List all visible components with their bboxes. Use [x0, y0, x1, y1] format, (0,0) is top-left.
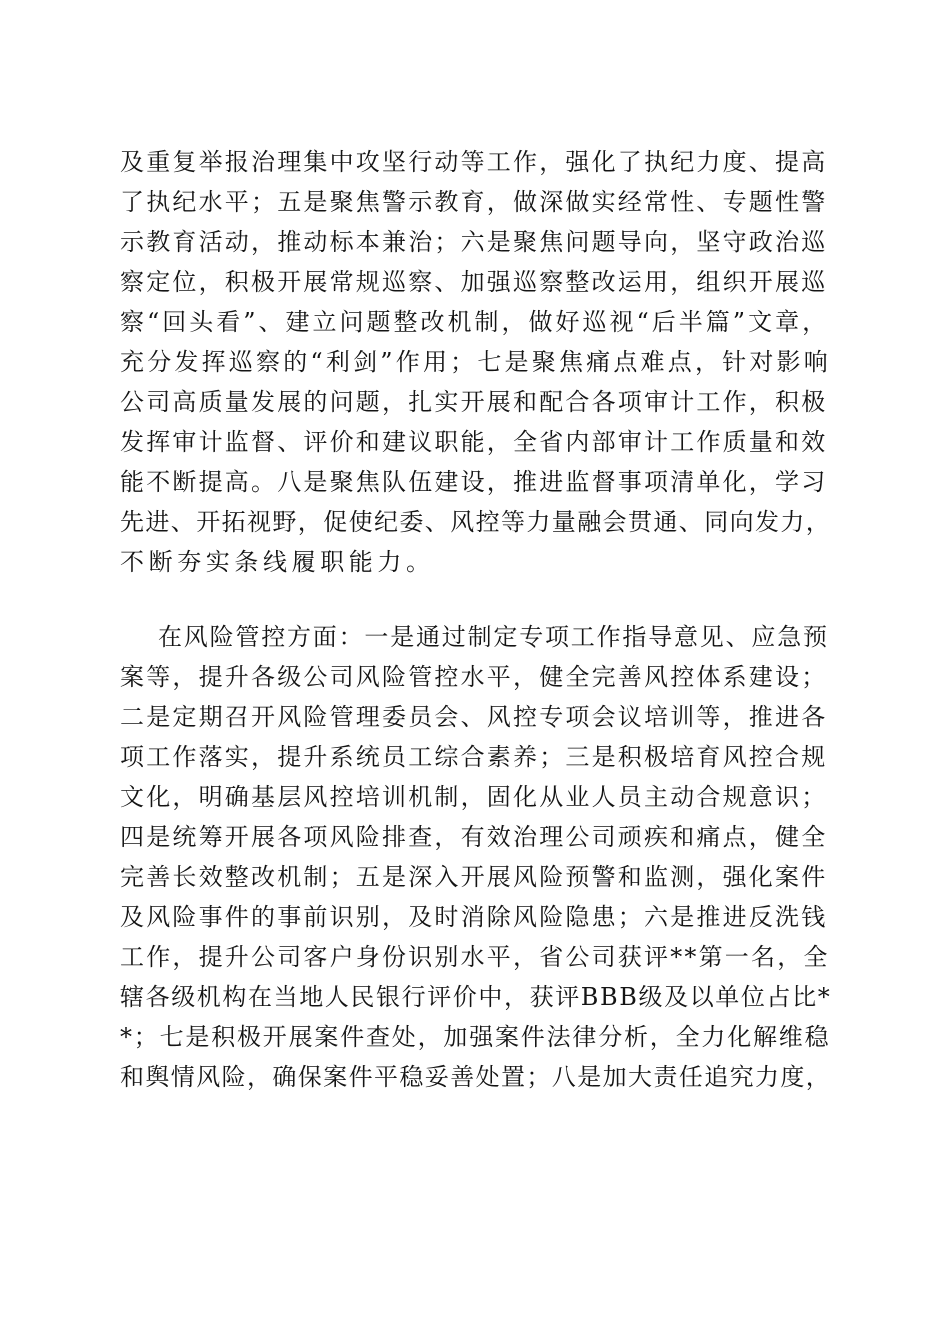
paragraph-1-line-10: 先进、开拓视野，促使纪委、风控等力量融会贯通、同向发力，: [120, 508, 832, 536]
paragraph-1-line-1: 及重复举报治理集中攻坚行动等工作，强化了执纪力度、提高: [120, 148, 828, 176]
paragraph-1-line-9: 能不断提高。八是聚焦队伍建设，推进监督事项清单化，学习: [120, 468, 828, 496]
paragraph-2-line-10: 辖各级机构在当地人民银行评价中，获评BBB级及以单位占比*: [120, 983, 832, 1011]
paragraph-2-line-4: 项工作落实，提升系统员工综合素养；三是积极培育风控合规: [120, 743, 828, 771]
paragraph-2-line-8: 及风险事件的事前识别，及时消除风险隐患；六是推进反洗钱: [120, 903, 828, 931]
paragraph-1-line-5: 察“回头看”、建立问题整改机制，做好巡视“后半篇”文章，: [120, 308, 830, 336]
paragraph-1-line-6: 充分发挥巡察的“利剑”作用；七是聚焦痛点难点，针对影响: [120, 348, 831, 376]
paragraph-2-line-11: *；七是积极开展案件查处，加强案件法律分析，全力化解维稳: [120, 1023, 831, 1051]
paragraph-1-line-7: 公司高质量发展的问题，扎实开展和配合各项审计工作，积极: [120, 388, 828, 416]
paragraph-1-line-4: 察定位，积极开展常规巡察、加强巡察整改运用，组织开展巡: [120, 268, 828, 296]
paragraph-2-line-7: 完善长效整改机制；五是深入开展风险预警和监测，强化案件: [120, 863, 828, 891]
paragraph-1-line-3: 示教育活动，推动标本兼治；六是聚焦问题导向，坚守政治巡: [120, 228, 828, 256]
paragraph-1-line-8: 发挥审计监督、评价和建议职能，全省内部审计工作质量和效: [120, 428, 828, 456]
paragraph-1-line-2: 了执纪水平；五是聚焦警示教育，做深做实经常性、专题性警: [120, 188, 828, 216]
paragraph-1-line-11: 不断夯实条线履职能力。: [120, 548, 435, 576]
paragraph-2-line-1: 在风险管控方面：一是通过制定专项工作指导意见、应急预: [158, 623, 829, 651]
paragraph-2-line-6: 四是统筹开展各项风险排查，有效治理公司顽疾和痛点，健全: [120, 823, 828, 851]
paragraph-2-line-9: 工作，提升公司客户身份识别水平，省公司获评**第一名，全: [120, 943, 830, 971]
paragraph-2-line-12: 和舆情风险，确保案件平稳妥善处置；八是加大责任追究力度，: [120, 1063, 832, 1091]
paragraph-2-line-2: 案等，提升各级公司风险管控水平，健全完善风控体系建设；: [120, 663, 828, 691]
paragraph-2-line-3: 二是定期召开风险管理委员会、风控专项会议培训等，推进各: [120, 703, 828, 731]
paragraph-2-line-5: 文化，明确基层风控培训机制，固化从业人员主动合规意识；: [120, 783, 828, 811]
